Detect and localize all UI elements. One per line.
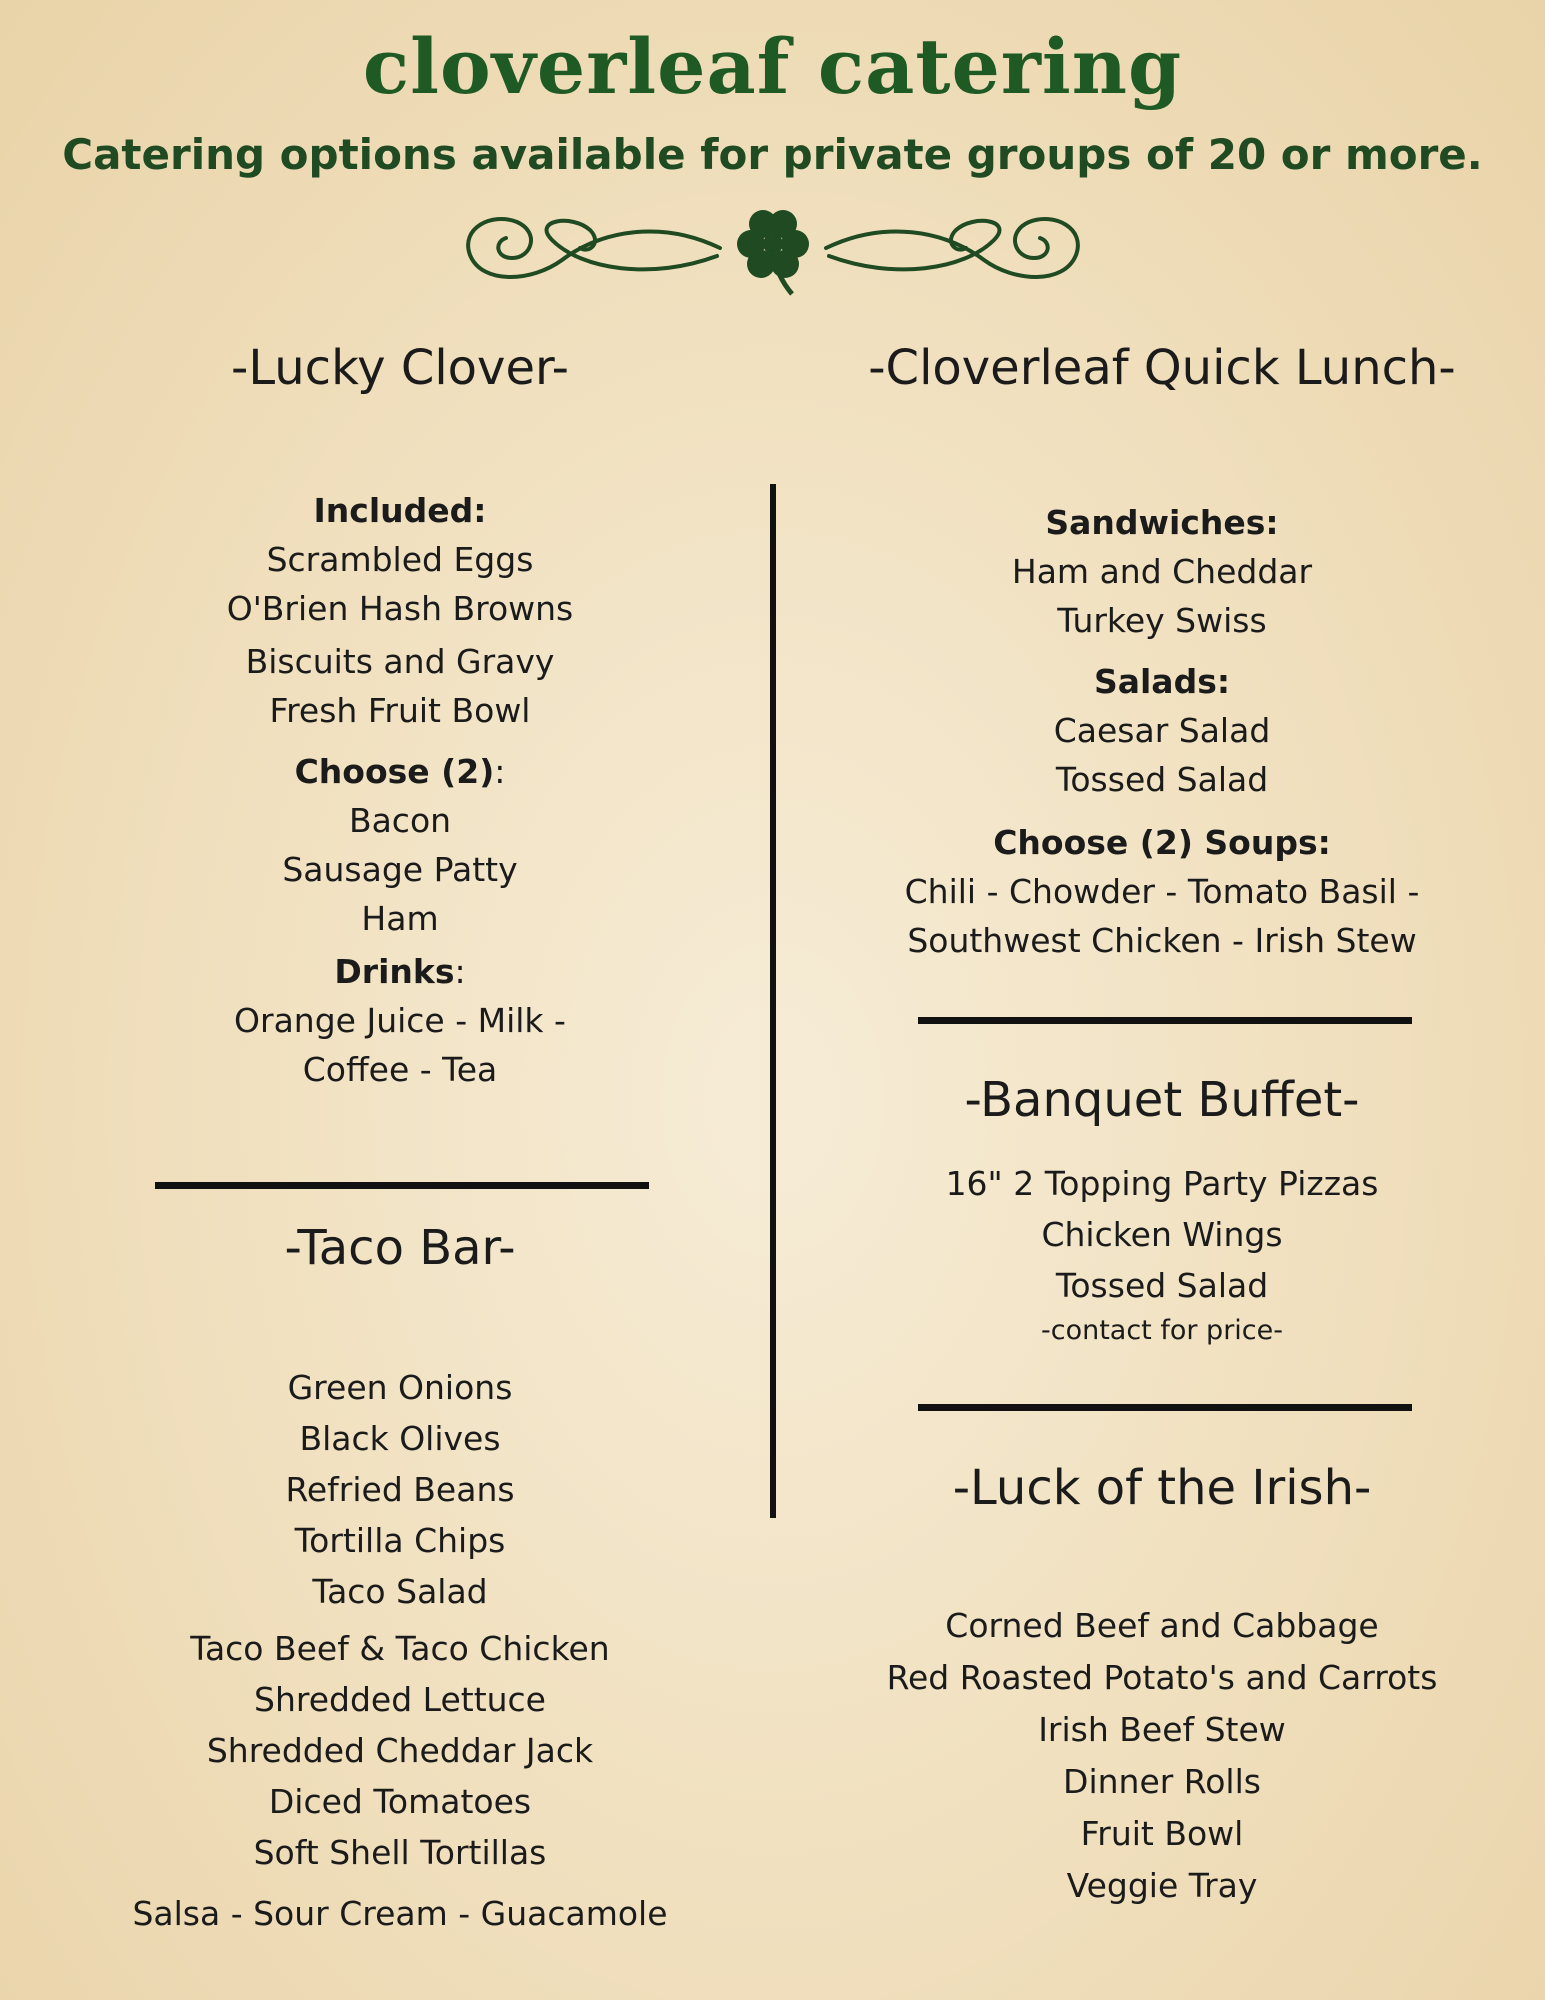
menu-item: Tortilla Chips xyxy=(294,1521,506,1560)
drinks-label-text: Drinks xyxy=(334,952,455,991)
menu-item: Sausage Patty xyxy=(282,850,518,889)
menu-item: Southwest Chicken - Irish Stew xyxy=(907,921,1417,960)
section-heading: -Luck of the Irish- xyxy=(952,1460,1372,1516)
menu-item: Bacon xyxy=(348,801,452,840)
menu-item: Scrambled Eggs xyxy=(266,540,534,579)
menu-item: Ham xyxy=(361,899,439,938)
menu-item: Fresh Fruit Bowl xyxy=(269,691,531,730)
menu-item: Biscuits and Gravy xyxy=(245,642,555,681)
menu-item: Diced Tomatoes xyxy=(268,1782,532,1821)
menu-item: Orange Juice - Milk - xyxy=(234,1001,566,1040)
section-heading: -Cloverleaf Quick Lunch- xyxy=(868,340,1456,396)
menu-item: Turkey Swiss xyxy=(1057,601,1267,640)
page-title: cloverleaf catering xyxy=(362,22,1183,111)
menu-item: Taco Salad xyxy=(312,1572,488,1611)
drinks-label xyxy=(100,947,700,996)
salads-label: Salads: xyxy=(1093,662,1231,701)
banquet-buffet-menu xyxy=(862,1158,1462,1351)
choose-label-text: Choose (2) xyxy=(294,752,495,791)
divider-taco-bar xyxy=(155,1182,649,1189)
menu-item: Dinner Rolls xyxy=(1063,1762,1261,1801)
section-heading: -Taco Bar- xyxy=(284,1220,516,1276)
divider-luck-of-irish xyxy=(918,1404,1412,1411)
menu-item: Irish Beef Stew xyxy=(1038,1710,1286,1749)
page-subtitle: Catering options available for private groups of 20 or more. xyxy=(62,130,1483,179)
section-heading: -Lucky Clover- xyxy=(231,340,569,396)
menu-item: Green Onions xyxy=(287,1368,513,1407)
menu-item: Tossed Salad xyxy=(1055,1266,1269,1305)
included-label: Included: xyxy=(313,491,487,530)
sandwiches-label: Sandwiches: xyxy=(1045,503,1279,542)
menu-item: Shredded Lettuce xyxy=(254,1680,546,1719)
section-heading: -Banquet Buffet- xyxy=(964,1072,1360,1128)
menu-item: Caesar Salad xyxy=(1053,711,1271,750)
luck-of-the-irish-menu xyxy=(842,1600,1482,1912)
menu-item: Black Olives xyxy=(299,1419,501,1458)
divider-banquet-buffet xyxy=(918,1017,1412,1024)
quick-lunch-menu xyxy=(862,498,1462,965)
vertical-divider xyxy=(770,484,776,1518)
menu-item: Shredded Cheddar Jack xyxy=(206,1731,594,1770)
choose-label xyxy=(100,747,700,796)
menu-item: Chicken Wings xyxy=(1041,1215,1283,1254)
menu-item: Coffee - Tea xyxy=(302,1050,498,1089)
taco-bar-menu xyxy=(100,1362,700,1939)
menu-item: Veggie Tray xyxy=(1066,1866,1258,1905)
drinks-label-suffix: : xyxy=(454,952,466,991)
menu-item: Fruit Bowl xyxy=(1080,1814,1244,1853)
menu-item: Ham and Cheddar xyxy=(1011,552,1313,591)
menu-item: Soft Shell Tortillas xyxy=(253,1833,547,1872)
menu-item: Tossed Salad xyxy=(1055,760,1269,799)
choose-label-suffix: : xyxy=(494,752,506,791)
menu-item: Taco Beef & Taco Chicken xyxy=(190,1629,610,1668)
shamrock-flourish-icon xyxy=(462,200,1084,300)
soups-label: Choose (2) Soups: xyxy=(993,823,1331,862)
menu-item: Refried Beans xyxy=(285,1470,515,1509)
menu-item: Salsa - Sour Cream - Guacamole xyxy=(132,1894,668,1933)
menu-item: O'Brien Hash Browns xyxy=(226,589,574,628)
menu-item: Red Roasted Potato's and Carrots xyxy=(886,1658,1438,1697)
menu-item: Chili - Chowder - Tomato Basil - xyxy=(904,872,1420,911)
price-note: -contact for price- xyxy=(1040,1315,1283,1346)
menu-item: Corned Beef and Cabbage xyxy=(945,1606,1379,1645)
menu-item: 16" 2 Topping Party Pizzas xyxy=(945,1164,1379,1203)
lucky-clover-menu xyxy=(100,486,700,1094)
